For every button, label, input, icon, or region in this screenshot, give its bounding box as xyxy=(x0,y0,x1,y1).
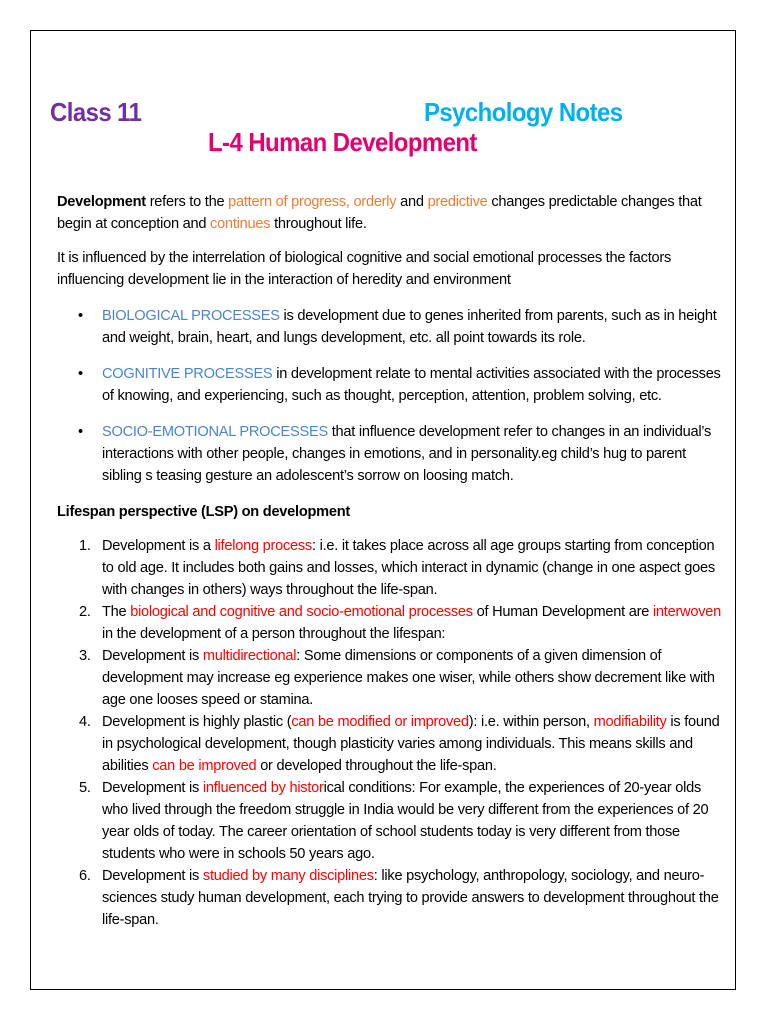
text-run: in the development of a person throughout the lifespan: xyxy=(102,626,446,642)
text-run: Development is xyxy=(102,780,203,796)
highlight: can be improved xyxy=(152,758,257,774)
text-run: throughout life. xyxy=(270,216,367,232)
process-text: in development relate to mental activities associated with the processes of knowing, and experiencing, such as thought, perception, attention, problem solving, etc. xyxy=(102,366,721,404)
definition-paragraph xyxy=(57,191,727,235)
lsp-list xyxy=(57,535,727,931)
text-run: ): i.e. within person, xyxy=(468,714,594,730)
text-run: changes predictable changes that begin at conception and xyxy=(57,194,702,232)
text-run: Development is highly plastic ( xyxy=(102,714,292,730)
highlight: modifiability xyxy=(593,714,667,730)
bullet: • xyxy=(78,308,83,324)
item-number: 2. xyxy=(79,604,91,620)
list-item xyxy=(57,305,727,349)
item-number: 5. xyxy=(79,780,91,796)
list-item xyxy=(57,777,727,865)
lsp-heading: Lifespan perspective (LSP) on development xyxy=(57,504,351,520)
text-run: : i.e. it takes place across all age groups starting from conception to old age. It includes both gains and losses, which interact in dynamic (change in one aspect goes with changes in others) ways throughout the life-span. xyxy=(102,538,715,598)
text-run: : like psychology, anthropology, sociology, and neuro-sciences study human development, each trying to provide answers to development throughout the life-span. xyxy=(102,868,719,928)
highlight-predictive: predictive xyxy=(427,194,488,210)
list-item xyxy=(57,421,727,487)
document-page xyxy=(30,30,736,990)
highlight: can be modified or improved xyxy=(291,714,469,730)
process-term: BIOLOGICAL PROCESSES xyxy=(102,308,280,324)
lesson-title: L-4 Human Development xyxy=(208,127,477,157)
list-item xyxy=(57,645,727,711)
list-item xyxy=(57,865,727,931)
text-run: ical conditions: For example, the experiences of 20-year olds who lived through the freedom struggle in India would be very different from the experiences of 20 year olds of today. The career orientation of school students today is very different from those students who were in schools 50 years ago. xyxy=(102,780,709,862)
subject-title: Psychology Notes xyxy=(424,97,623,127)
list-item xyxy=(57,535,727,601)
item-number: 6. xyxy=(79,868,91,884)
text-run: refers to the xyxy=(145,194,229,210)
highlight-continues: continues xyxy=(210,216,271,232)
process-term: COGNITIVE PROCESSES xyxy=(102,366,273,382)
processes-list xyxy=(57,305,727,487)
process-text: that influence development refer to changes in an individual’s interactions with other people, changes in emotions, and in personality.eg child’s hug to parent sibling s teasing gesture an adolescent’s sorrow on loosing match. xyxy=(102,424,712,484)
list-item xyxy=(57,711,727,777)
notes-content xyxy=(57,191,727,931)
text-run: and xyxy=(396,194,428,210)
highlight: studied by many disciplines xyxy=(202,868,374,884)
text-run: The xyxy=(102,604,131,620)
list-item xyxy=(57,363,727,407)
item-number: 3. xyxy=(79,648,91,664)
text-run: of Human Development are xyxy=(472,604,653,620)
highlight: interwoven xyxy=(652,604,721,620)
process-text: is development due to genes inherited from parents, such as in height and weight, brain, heart, and lungs development, etc. all point towards its role. xyxy=(102,308,717,346)
text-run: Development is a xyxy=(102,538,215,554)
text-run: Development is xyxy=(102,648,203,664)
influence-paragraph: It is influenced by the interrelation of biological cognitive and social emotional processes the factors influencing development lie in the interaction of heredity and environment xyxy=(57,250,672,288)
highlight: multidirectional xyxy=(202,648,297,664)
text-run: is found in psychological development, though plasticity varies among individuals. This means skills and abilities xyxy=(102,714,720,774)
title-row xyxy=(31,97,735,131)
highlight-pattern: pattern of progress, orderly xyxy=(228,194,397,210)
text-run: Development is xyxy=(102,868,203,884)
class-title: Class 11 xyxy=(50,97,142,127)
text-run: : Some dimensions or components of a given dimension of development may increase eg experience makes one wiser, while others show decrement like with age one looses speed or stamina. xyxy=(102,648,715,708)
item-number: 4. xyxy=(79,714,91,730)
process-term: SOCIO-EMOTIONAL PROCESSES xyxy=(102,424,328,440)
highlight: influenced by histor xyxy=(202,780,324,796)
text-run: or developed throughout the life-span. xyxy=(256,758,497,774)
bullet: • xyxy=(78,366,83,382)
development-term: Development xyxy=(57,194,146,210)
highlight: lifelong process xyxy=(214,538,312,554)
bullet: • xyxy=(78,424,83,440)
list-item xyxy=(57,601,727,645)
highlight: biological and cognitive and socio-emotional processes xyxy=(130,604,473,620)
item-number: 1. xyxy=(79,538,91,554)
